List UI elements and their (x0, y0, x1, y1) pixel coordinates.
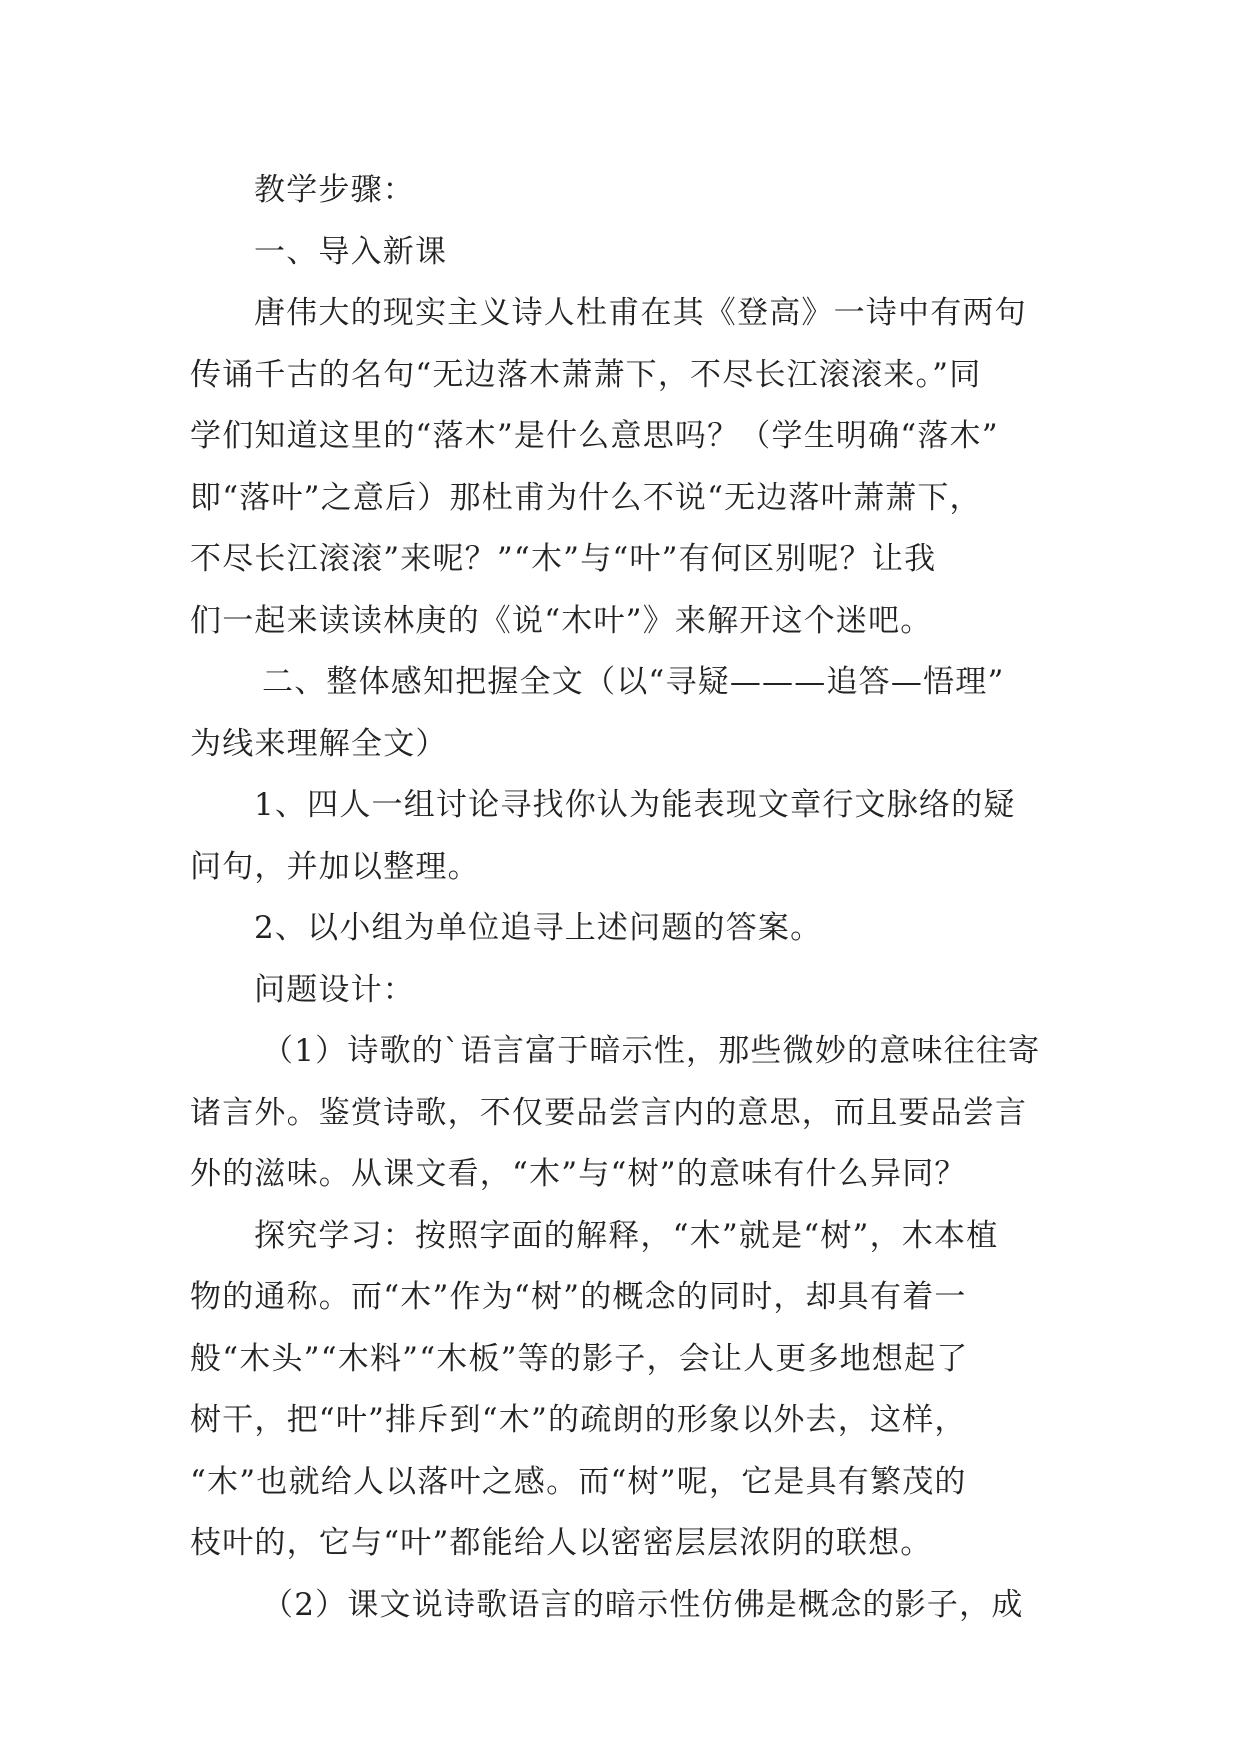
text-line: 一、导入新课 (254, 233, 448, 270)
text-line: 树干，把“叶”排斥到“木”的疏朗的形象以外去，这样， (190, 1402, 967, 1438)
text-line: “木”也就给人以落叶之感。而“树”呢，它是具有繁茂的 (190, 1463, 967, 1500)
text-line: 般“木头”“木料”“木板”等的影子，会让人更多地想起了 (190, 1340, 969, 1377)
text-line: 外的滋味。从课文看，“木”与“树”的意味有什么异同？ (190, 1156, 967, 1192)
text-line: 1、四人一组讨论寻找你认为能表现文章行文脉络的疑 (254, 787, 1016, 823)
text-line: 即“落叶”之意后）那杜甫为什么不说“无边落叶萧萧下， (190, 479, 982, 516)
text-line: （1）诗歌的`语言富于暗示性，那些微妙的意味往往寄 (262, 1033, 1041, 1069)
text-line: 学们知道这里的“落木”是什么意思吗？（学生明确“落木” (190, 418, 999, 454)
text-line: 2、以小组为单位追寻上述问题的答案。 (254, 910, 823, 946)
text-line: 问题设计： (254, 971, 415, 1008)
text-line: 二、整体感知把握全文（以“寻疑———追答—悟理” (262, 664, 1005, 700)
text-line: 物的通称。而“木”作为“树”的概念的同时，却具有着一 (190, 1279, 967, 1315)
text-line: 教学步骤： (254, 172, 415, 208)
text-line: 不尽长江滚滚”来呢？”“木”与“叶”有何区别呢？让我 (190, 541, 937, 577)
text-line: 枝叶的，它与“叶”都能给人以密密层层浓阴的联想。 (190, 1525, 933, 1561)
text-line: 为线来理解全文） (190, 725, 448, 762)
text-line: 唐伟大的现实主义诗人杜甫在其《登高》一诗中有两句 (254, 295, 1027, 331)
text-line: （2）课文说诗歌语言的暗示性仿佛是概念的影子，成 (262, 1586, 1024, 1623)
text-line: 诸言外。鉴赏诗歌，不仅要品尝言内的意思，而且要品尝言 (190, 1094, 1028, 1131)
body-text (190, 160, 1070, 1636)
text-line: 们一起来读读林庚的《说“木叶”》来解开这个迷吧。 (190, 602, 933, 639)
text-line: 探究学习：按照字面的解释，“木”就是“树”，木本植 (254, 1217, 999, 1254)
text-line: 问句，并加以整理。 (190, 848, 480, 885)
text-line: 传诵千古的名句“无边落木萧萧下，不尽长江滚滚来。”同 (190, 356, 982, 393)
